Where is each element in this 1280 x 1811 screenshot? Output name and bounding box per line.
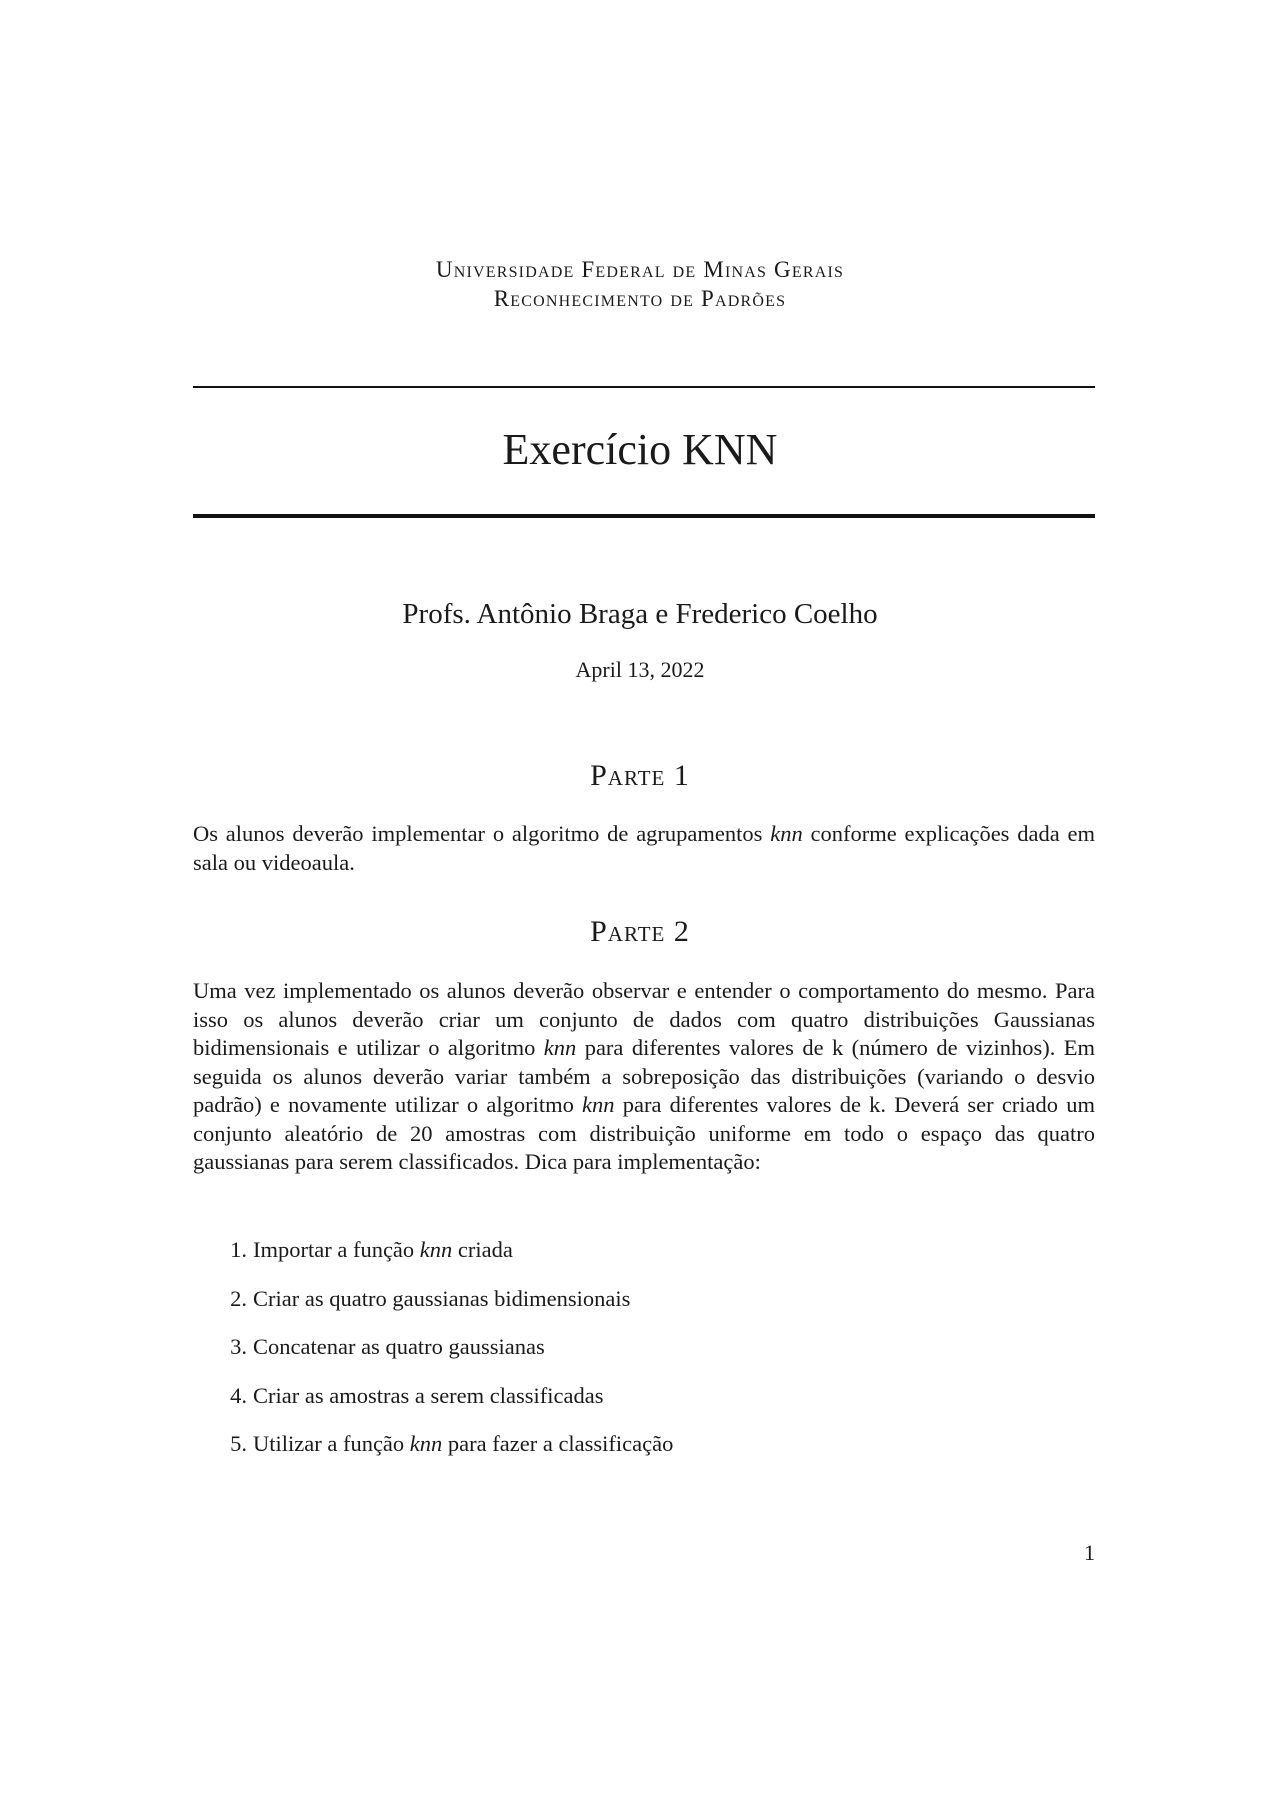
authors: Profs. Antônio Braga e Frederico Coelho [402,598,878,630]
part-2-seg-3: para diferentes valores de k. Deverá ser criado um conjunto aleatório de 20 amostras com distribuição uniforme em todo o espaço das quatro gaussianas para serem classificados. Dica para implementação: [193,1092,1095,1174]
list-item-text: Concatenar as quatro gaussianas [253,1334,545,1359]
list-item-number: 3. [230,1334,247,1359]
title-bottom-rule [193,514,1095,518]
document-header [0,255,1280,313]
part-1-text-a: Os alunos deverão implementar o algoritmo de agrupamentos [193,821,771,846]
list-item-number: 1. [230,1237,247,1262]
implementation-steps-list [193,1236,1095,1479]
list-item-text: Criar as amostras a serem classificadas [253,1382,604,1408]
document-title: Exercício KNN [502,425,778,474]
list-item-text: Criar as quatro gaussianas bidimensionais [253,1285,631,1311]
document-date: April 13, 2022 [575,657,705,682]
list-item [193,1236,1095,1285]
list-item-text: Importar a função knn criada [253,1237,513,1262]
list-item-number: 2. [230,1285,247,1311]
section-heading-part-1: Parte 1 [590,759,690,792]
part-2-seg-1: Uma vez implementado os alunos deverão observar e entender o comportamento do mesmo. Para isso os alunos deverão criar um conjunto de dados com quatro distribuições Gaussianas bidimensionais e utilizar o algoritmo [193,978,1095,1060]
list-item [193,1333,1095,1382]
part-2-term-1: knn [543,1035,577,1060]
list-item [193,1285,1095,1334]
part-2-paragraph [193,977,1095,1177]
course-name: Reconhecimento de Padrões [493,286,787,311]
part-1-text-b: conforme explicações dada em sala ou videoaula. [193,821,1095,875]
part-1-paragraph [193,820,1095,877]
page-number: 1 [1084,1540,1095,1565]
list-item-number: 5. [230,1431,247,1456]
university-name: Universidade Federal de Minas Gerais [435,257,845,282]
part-2-seg-2: para diferentes valores de k (número de vizinhos). Em seguida os alunos deverão variar também a sobreposição das distribuições (variando o desvio padrão) e novamente utilizar o algoritmo [193,1035,1095,1117]
list-item [193,1430,1095,1479]
list-item [193,1382,1095,1431]
section-heading-part-2: Parte 2 [590,915,690,948]
list-item-text: Utilizar a função knn para fazer a classificação [253,1431,674,1456]
title-top-rule [193,386,1095,388]
part-1-term: knn [770,821,803,846]
part-2-term-2: knn [582,1092,615,1117]
list-item-number: 4. [230,1382,247,1408]
